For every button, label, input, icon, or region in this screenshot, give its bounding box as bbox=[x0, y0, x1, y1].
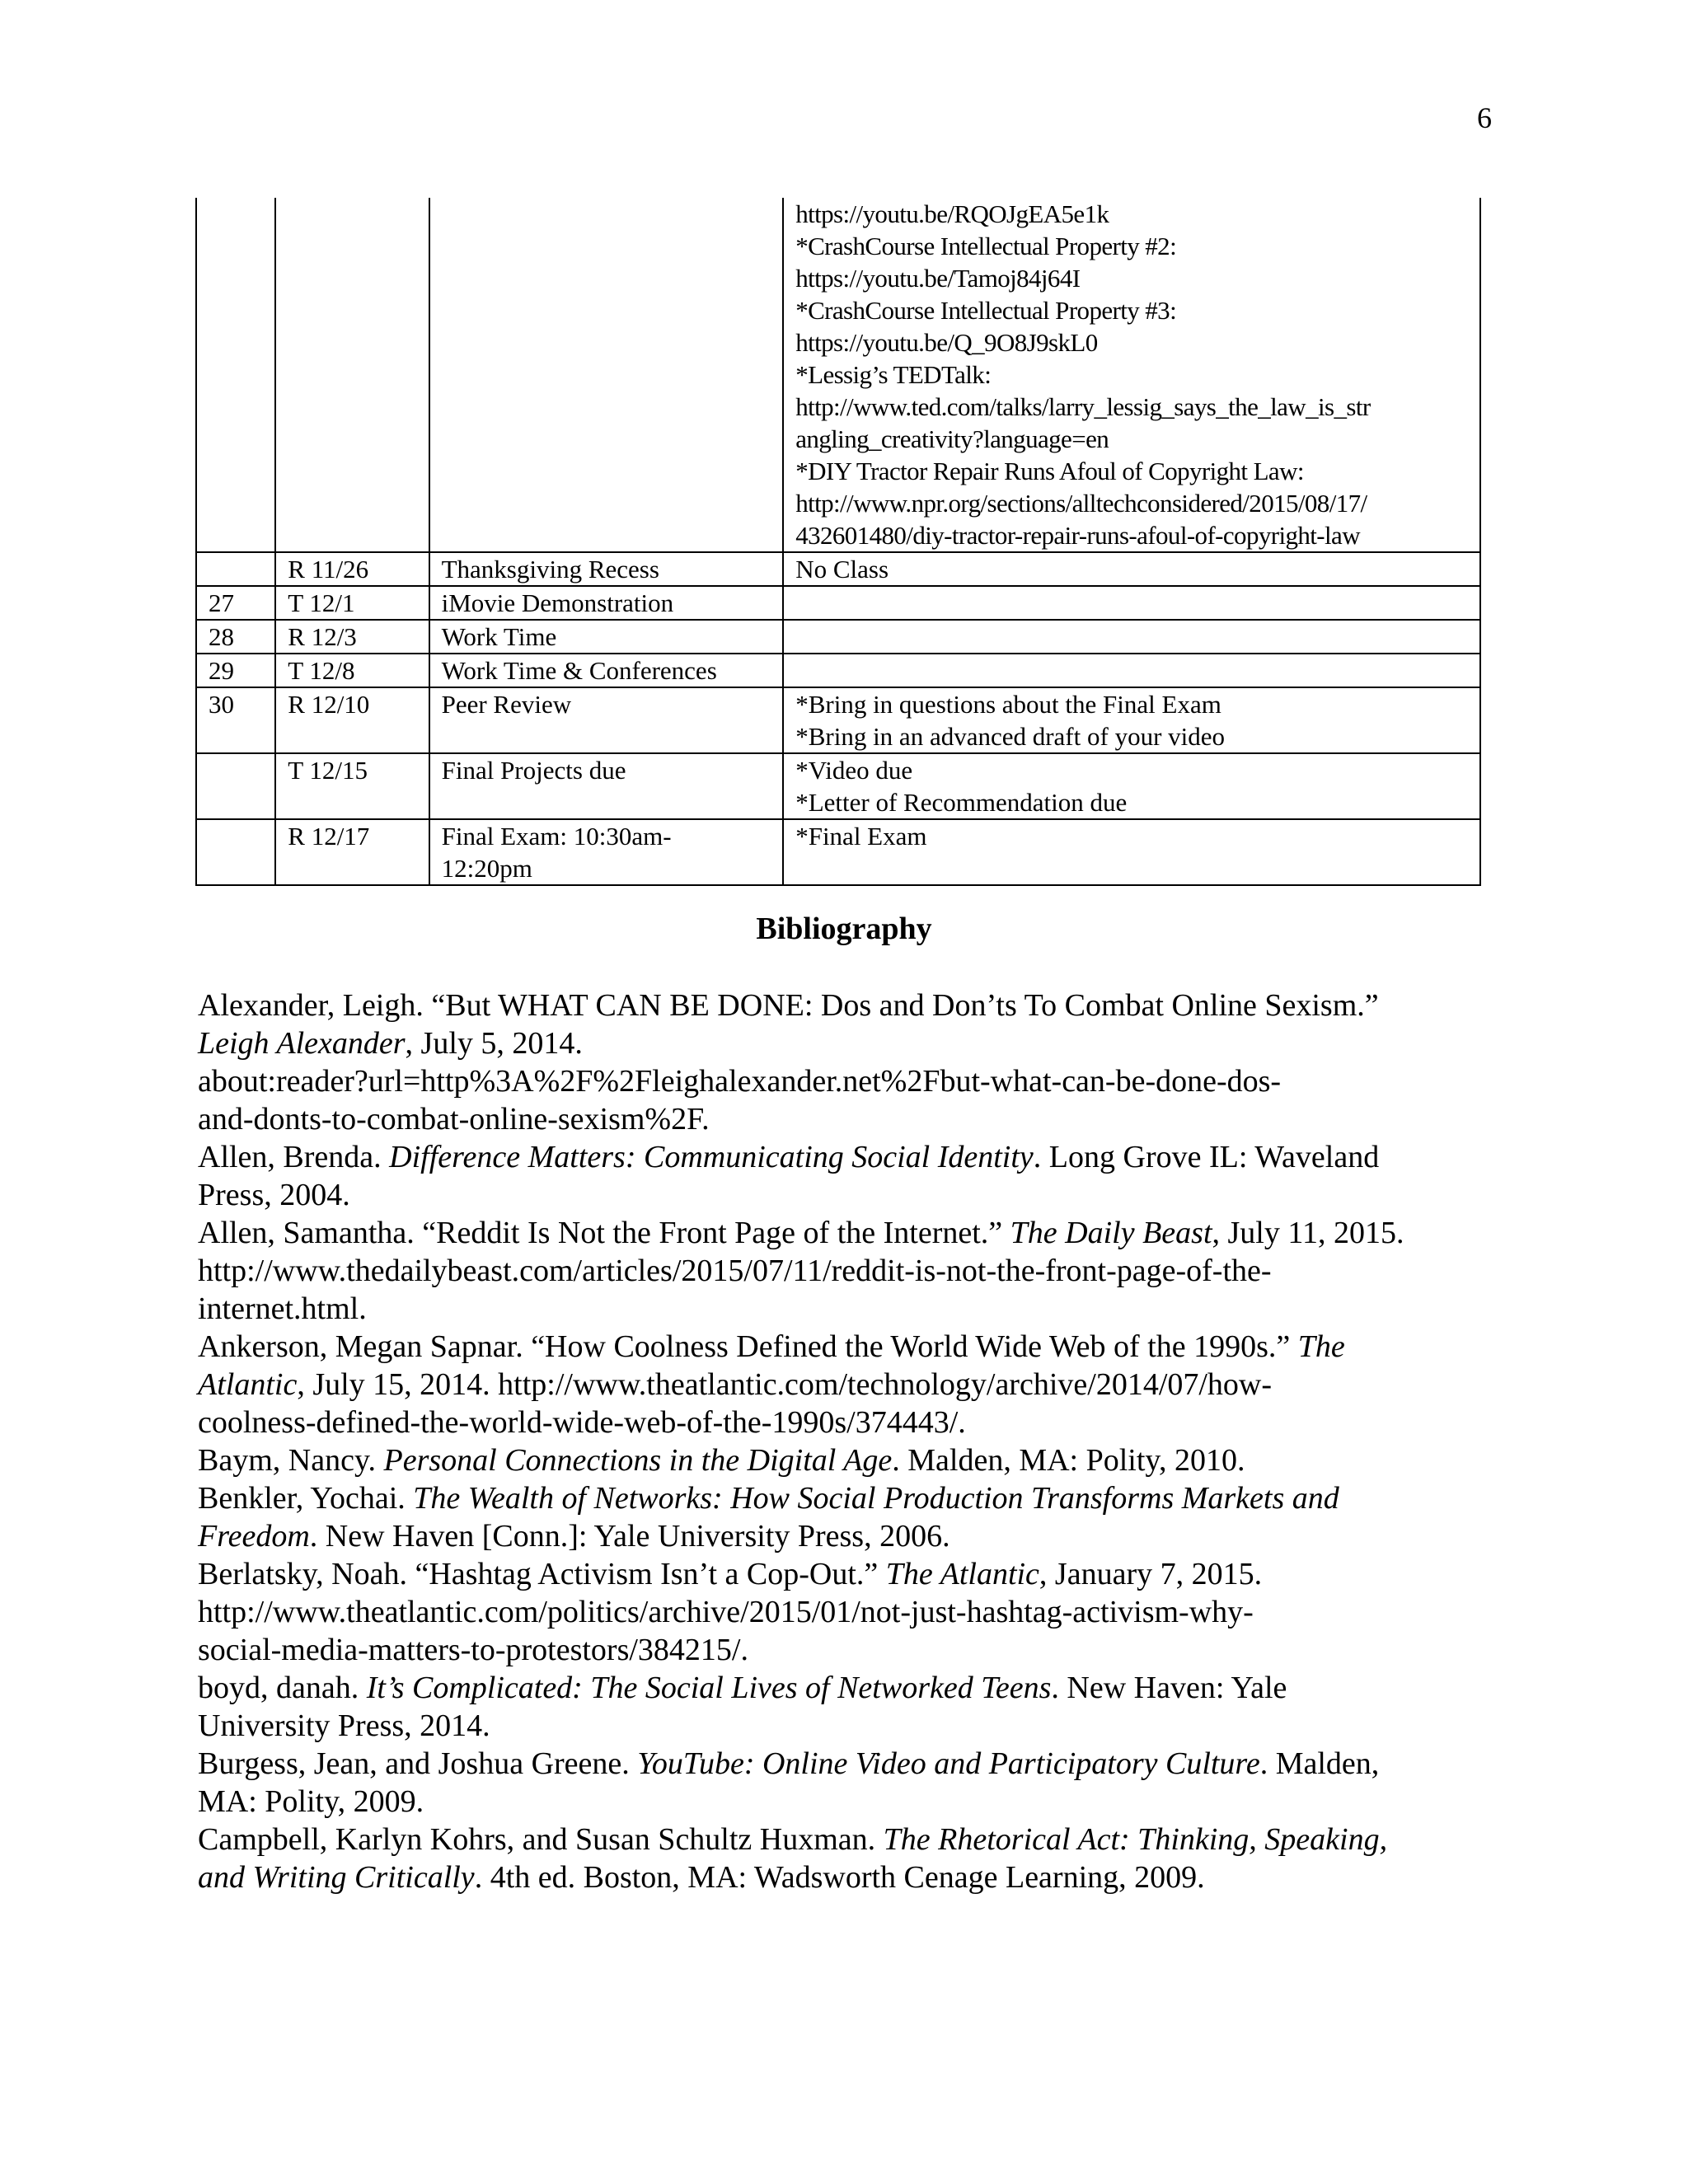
date-cell bbox=[275, 687, 429, 753]
date-cell-line: T 12/15 bbox=[288, 756, 368, 785]
citation-title: The Atlantic bbox=[885, 1557, 1039, 1591]
citation-title: Freedom bbox=[198, 1519, 310, 1554]
citation-title: Leigh Alexander bbox=[198, 1026, 406, 1061]
citation-text: . Malden, MA: Polity, 2010. bbox=[892, 1443, 1245, 1478]
citation-text: Burgess, Jean, and Joshua Greene. bbox=[198, 1746, 638, 1781]
citation-text: , July 15, 2014. http://www.theatlantic.com/technology/archive/2014/07/how- bbox=[297, 1367, 1273, 1402]
week-cell-line: 29 bbox=[209, 656, 234, 685]
notes-cell bbox=[783, 198, 1480, 552]
topic-cell bbox=[429, 654, 784, 687]
schedule-row bbox=[196, 654, 1480, 687]
bibliography-line bbox=[198, 987, 1500, 1024]
date-cell bbox=[275, 654, 429, 687]
date-cell bbox=[275, 198, 429, 552]
week-cell bbox=[196, 552, 275, 586]
topic-cell-line: 12:20pm bbox=[441, 854, 532, 883]
citation-text: University Press, 2014. bbox=[198, 1708, 490, 1743]
citation-text: Press, 2004. bbox=[198, 1178, 350, 1212]
week-cell bbox=[196, 586, 275, 620]
bibliography-entry bbox=[198, 1745, 1500, 1821]
week-cell bbox=[196, 654, 275, 687]
citation-text: , July 11, 2015. bbox=[1212, 1216, 1404, 1250]
bibliography-entry bbox=[198, 1555, 1500, 1669]
date-cell-line: R 11/26 bbox=[288, 555, 369, 583]
bibliography-line bbox=[198, 1214, 1500, 1252]
notes-cell-line: *Final Exam bbox=[795, 822, 927, 851]
bibliography-line bbox=[198, 1290, 1500, 1328]
topic-cell-line: iMovie Demonstration bbox=[441, 588, 674, 617]
topic-cell bbox=[429, 552, 784, 586]
bibliography-line bbox=[198, 1024, 1500, 1062]
citation-text: about:reader?url=http%3A%2F%2Fleighalexander.net%2Fbut-what-can-be-done-dos- bbox=[198, 1064, 1282, 1099]
week-cell bbox=[196, 753, 275, 819]
citation-text: Allen, Brenda. bbox=[198, 1140, 390, 1174]
bibliography-entry bbox=[198, 1441, 1500, 1479]
date-cell bbox=[275, 586, 429, 620]
bibliography-line bbox=[198, 1138, 1500, 1176]
bibliography-line bbox=[198, 1821, 1500, 1858]
citation-text: Campbell, Karlyn Kohrs, and Susan Schultz Huxman. bbox=[198, 1822, 884, 1857]
citation-text: and-donts-to-combat-online-sexism%2F. bbox=[198, 1102, 710, 1137]
citation-text: , July 5, 2014. bbox=[405, 1026, 583, 1061]
citation-text: , January 7, 2015. bbox=[1039, 1557, 1263, 1591]
topic-cell-line: Final Exam: 10:30am- bbox=[441, 822, 672, 851]
notes-cell-line: *Letter of Recommendation due bbox=[795, 788, 1128, 817]
citation-text: internet.html. bbox=[198, 1291, 367, 1326]
date-cell bbox=[275, 753, 429, 819]
schedule-continuation-row bbox=[196, 198, 1480, 552]
date-cell bbox=[275, 552, 429, 586]
citation-title: The bbox=[1297, 1329, 1345, 1364]
topic-cell bbox=[429, 753, 784, 819]
topic-cell-line: Work Time & Conferences bbox=[441, 656, 717, 685]
notes-cell-line: http://www.ted.com/talks/larry_lessig_says_the_law_is_str bbox=[795, 392, 1371, 421]
citation-text: boyd, danah. bbox=[198, 1671, 367, 1705]
citation-text: . 4th ed. Boston, MA: Wadsworth Cenage Learning, 2009. bbox=[474, 1860, 1205, 1895]
topic-cell-line: Work Time bbox=[441, 622, 557, 651]
citation-text: Benkler, Yochai. bbox=[198, 1481, 414, 1516]
notes-cell-line: *Video due bbox=[795, 756, 913, 785]
bibliography-line bbox=[198, 1100, 1500, 1138]
topic-cell bbox=[429, 586, 784, 620]
bibliography-line bbox=[198, 1252, 1500, 1290]
notes-cell-line: angling_creativity?language=en bbox=[795, 424, 1109, 453]
citation-text: Ankerson, Megan Sapnar. “How Coolness Defined the World Wide Web of the 1990s.” bbox=[198, 1329, 1298, 1364]
bibliography-line bbox=[198, 1404, 1500, 1441]
notes-cell bbox=[783, 586, 1480, 620]
bibliography-list bbox=[198, 987, 1500, 1896]
citation-title: and Writing Critically bbox=[198, 1860, 475, 1895]
bibliography-entry bbox=[198, 1214, 1500, 1328]
notes-cell-line: https://youtu.be/RQOJgEA5e1k bbox=[795, 199, 1109, 228]
bibliography-entry bbox=[198, 1669, 1500, 1745]
bibliography-entry bbox=[198, 1328, 1500, 1441]
date-cell-line: T 12/8 bbox=[288, 656, 355, 685]
week-cell-line: 30 bbox=[209, 690, 234, 719]
topic-cell bbox=[429, 620, 784, 654]
schedule-row bbox=[196, 586, 1480, 620]
citation-title: The Daily Beast bbox=[1010, 1216, 1212, 1250]
citation-text: . New Haven [Conn.]: Yale University Press, 2006. bbox=[309, 1519, 950, 1554]
bibliography-line bbox=[198, 1707, 1500, 1745]
citation-text: . New Haven: Yale bbox=[1051, 1671, 1287, 1705]
week-cell bbox=[196, 819, 275, 885]
citation-title: YouTube: Online Video and Participatory Culture bbox=[637, 1746, 1260, 1781]
notes-cell bbox=[783, 552, 1480, 586]
citation-title: Personal Connections in the Digital Age bbox=[383, 1443, 893, 1478]
notes-cell bbox=[783, 753, 1480, 819]
schedule-row bbox=[196, 687, 1480, 753]
week-cell bbox=[196, 198, 275, 552]
citation-text: http://www.theatlantic.com/politics/archive/2015/01/not-just-hashtag-activism-why- bbox=[198, 1595, 1254, 1629]
bibliography-heading: Bibliography bbox=[756, 912, 932, 946]
notes-cell bbox=[783, 620, 1480, 654]
notes-cell bbox=[783, 819, 1480, 885]
citation-text: coolness-defined-the-world-wide-web-of-the-1990s/374443/. bbox=[198, 1405, 966, 1440]
topic-cell-line: Final Projects due bbox=[441, 756, 626, 785]
bibliography-line bbox=[198, 1631, 1500, 1669]
bibliography-line bbox=[198, 1366, 1500, 1404]
citation-text: Allen, Samantha. “Reddit Is Not the Front Page of the Internet.” bbox=[198, 1216, 1010, 1250]
citation-text: Baym, Nancy. bbox=[198, 1443, 384, 1478]
schedule-row bbox=[196, 819, 1480, 885]
bibliography-entry bbox=[198, 1138, 1500, 1214]
bibliography-entry bbox=[198, 1821, 1500, 1896]
bibliography-line bbox=[198, 1517, 1500, 1555]
notes-cell-line: *Bring in questions about the Final Exam bbox=[795, 690, 1221, 719]
notes-cell bbox=[783, 687, 1480, 753]
citation-text: MA: Polity, 2009. bbox=[198, 1784, 424, 1819]
bibliography-line bbox=[198, 1669, 1500, 1707]
date-cell bbox=[275, 620, 429, 654]
citation-title: The Rhetorical Act: Thinking, Speaking, bbox=[883, 1822, 1388, 1857]
bibliography-line bbox=[198, 1745, 1500, 1783]
bibliography-line bbox=[198, 1062, 1500, 1100]
citation-title: Atlantic bbox=[198, 1367, 298, 1402]
notes-cell-line: http://www.npr.org/sections/alltechconsidered/2015/08/17/ bbox=[795, 489, 1367, 518]
schedule-table bbox=[195, 198, 1481, 886]
topic-cell-line: Thanksgiving Recess bbox=[441, 555, 659, 583]
notes-cell-line: *CrashCourse Intellectual Property #3: bbox=[795, 296, 1177, 325]
date-cell-line: T 12/1 bbox=[288, 588, 355, 617]
schedule-row bbox=[196, 620, 1480, 654]
bibliography-line bbox=[198, 1176, 1500, 1214]
schedule-row bbox=[196, 753, 1480, 819]
bibliography-line bbox=[198, 1441, 1500, 1479]
citation-text: Alexander, Leigh. “But WHAT CAN BE DONE: Dos and Don’ts To Combat Online Sexism.” bbox=[198, 988, 1379, 1023]
date-cell-line: R 12/3 bbox=[288, 622, 357, 651]
citation-title: The Wealth of Networks: How Social Production Transforms Markets and bbox=[413, 1481, 1339, 1516]
citation-title: Difference Matters: Communicating Social Identity bbox=[389, 1140, 1034, 1174]
citation-text: . Malden, bbox=[1259, 1746, 1380, 1781]
notes-cell-line: https://youtu.be/Tamoj84j64I bbox=[795, 264, 1081, 293]
notes-cell-line: *Bring in an advanced draft of your video bbox=[795, 722, 1226, 751]
topic-cell-line: Peer Review bbox=[441, 690, 572, 719]
notes-cell-line: *CrashCourse Intellectual Property #2: bbox=[795, 232, 1177, 260]
bibliography-entry bbox=[198, 987, 1500, 1138]
citation-title: It’s Complicated: The Social Lives of Networked Teens bbox=[366, 1671, 1052, 1705]
citation-text: Berlatsky, Noah. “Hashtag Activism Isn’t a Cop-Out.” bbox=[198, 1557, 886, 1591]
bibliography-line bbox=[198, 1479, 1500, 1517]
notes-cell-line: 432601480/diy-tractor-repair-runs-afoul-of-copyright-law bbox=[795, 521, 1360, 550]
week-cell bbox=[196, 620, 275, 654]
notes-cell-line: https://youtu.be/Q_9O8J9skL0 bbox=[795, 328, 1098, 357]
date-cell-line: R 12/10 bbox=[288, 690, 370, 719]
topic-cell bbox=[429, 687, 784, 753]
bibliography-line bbox=[198, 1593, 1500, 1631]
notes-cell-line: No Class bbox=[795, 555, 889, 583]
bibliography-line bbox=[198, 1328, 1500, 1366]
bibliography-line bbox=[198, 1783, 1500, 1821]
schedule-row bbox=[196, 552, 1480, 586]
notes-cell-line: *Lessig’s TEDTalk: bbox=[795, 360, 992, 389]
page-number: 6 bbox=[1477, 101, 1492, 134]
topic-cell bbox=[429, 819, 784, 885]
week-cell bbox=[196, 687, 275, 753]
date-cell bbox=[275, 819, 429, 885]
date-cell-line: R 12/17 bbox=[288, 822, 370, 851]
citation-text: http://www.thedailybeast.com/articles/2015/07/11/reddit-is-not-the-front-page-of-the- bbox=[198, 1254, 1272, 1288]
week-cell-line: 28 bbox=[209, 622, 234, 651]
week-cell-line: 27 bbox=[209, 588, 234, 617]
bibliography-line bbox=[198, 1858, 1500, 1896]
notes-cell bbox=[783, 654, 1480, 687]
bibliography-entry bbox=[198, 1479, 1500, 1555]
notes-cell-line: *DIY Tractor Repair Runs Afoul of Copyright Law: bbox=[795, 457, 1304, 485]
citation-text: . Long Grove IL: Waveland bbox=[1033, 1140, 1380, 1174]
citation-text: social-media-matters-to-protestors/384215/. bbox=[198, 1633, 748, 1667]
topic-cell bbox=[429, 198, 784, 552]
bibliography-line bbox=[198, 1555, 1500, 1593]
